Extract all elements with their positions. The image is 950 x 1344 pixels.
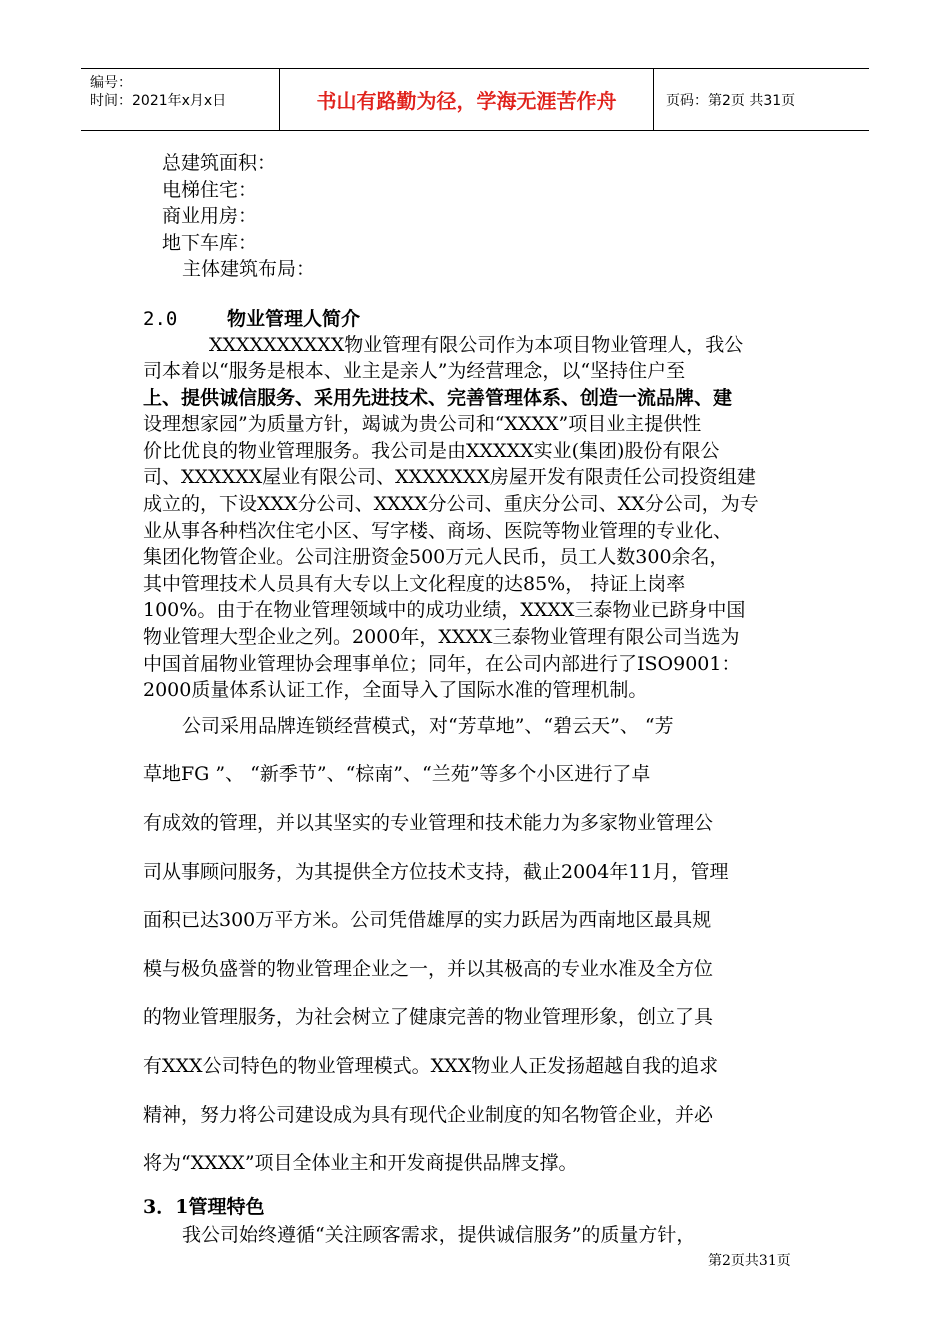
- p1-line-13: 中国首届物业管理协会理事单位；同年，在公司内部进行了ISO9001：: [143, 652, 741, 675]
- p2-line-2: 草地FG ”、 “新季节”、“棕南”、“兰苑”等多个小区进行了卓: [143, 763, 651, 786]
- p2-line-10: 将为“XXXX”项目全体业主和开发商提供品牌支撑。: [143, 1152, 578, 1175]
- header-left-cell: [81, 69, 280, 130]
- p1-line-14: 2000质量体系认证工作，全面导入了国际水准的管理机制。: [143, 679, 648, 702]
- p1-line-12: 物业管理大型企业之列。2000年，XXXX三泰物业管理有限公司当选为: [143, 626, 740, 649]
- header-page-number: 页码：第2页 共31页: [666, 92, 796, 109]
- document-number-label: 编号：: [90, 75, 132, 91]
- p1-line-5: 价比优良的物业管理服务。我公司是由XXXXX实业(集团)股份有限公: [143, 439, 720, 462]
- p1-line-8: 业从事各种档次住宅小区、写字楼、商场、医院等物业管理的专业化、: [143, 519, 733, 542]
- p1-line-1: XXXXXXXXXX物业管理有限公司作为本项目物业管理人，我公: [209, 333, 744, 356]
- p2-line-3: 有成效的管理，并以其坚实的专业管理和技术能力为多家物业管理公: [143, 812, 714, 834]
- p1-line-3: 上、提供诚信服务、采用先进技术、完善管理体系、创造一流品牌、建: [143, 386, 733, 409]
- document-body: [143, 150, 811, 1250]
- garage-label: 地下车库：: [162, 231, 258, 254]
- section-2-paragraph-1: [143, 332, 811, 704]
- document-time: 时间：2021年x月x日: [90, 93, 227, 109]
- p1-line-2: 司本着以“服务是根本、业主是亲人”为经营理念，以“坚持住户至: [143, 360, 686, 383]
- p2-line-7: 的物业管理服务，为社会树立了健康完善的物业管理形象，创立了具: [143, 1006, 714, 1029]
- p1-line-10: 其中管理技术人员具有大专以上文化程度的达85%， 持证上岗率: [143, 572, 686, 595]
- page-header: [81, 68, 869, 131]
- section-3-1-heading: 3．1管理特色: [143, 1195, 265, 1218]
- section-3-1-paragraph: 我公司始终遵循“关注顾客需求，提供诚信服务”的质量方针，: [182, 1223, 696, 1246]
- section-2-paragraph-2: [143, 702, 811, 1188]
- p1-line-9: 集团化物管企业。公司注册资金500万元人民币，员工人数300余名，: [143, 546, 729, 569]
- elevator-residence-label: 电梯住宅：: [162, 178, 258, 201]
- p1-line-6: 司、XXXXXX屋业有限公司、XXXXXXX房屋开发有限责任公司投资组建: [143, 466, 756, 489]
- section-2-heading: [143, 306, 811, 332]
- p2-line-9: 精神，努力将公司建设成为具有现代企业制度的知名物管企业，并必: [143, 1103, 714, 1126]
- commercial-label: 商业用房：: [162, 205, 258, 227]
- p1-line-7: 成立的，下设XXX分公司、XXXX分公司、重庆分公司、XX分公司，为专: [143, 493, 759, 516]
- p2-line-8: 有XXX公司特色的物业管理模式。XXX物业人正发扬超越自我的追求: [143, 1054, 719, 1077]
- p2-line-5: 面积已达300万平方米。公司凭借雄厚的实力跃居为西南地区最具规: [143, 909, 712, 932]
- building-area-list: [143, 150, 811, 283]
- total-area-label: 总建筑面积：: [162, 152, 277, 174]
- p1-line-11: 100%。由于在物业管理领域中的成功业绩，XXXX三泰物业已跻身中国: [143, 599, 746, 622]
- p2-line-6: 模与极负盛誉的物业管理企业之一，并以其极高的专业水准及全方位: [143, 957, 714, 980]
- section-2-title: 物业管理人简介: [227, 307, 361, 330]
- p2-line-1: 公司采用品牌连锁经营模式，对“芳草地”、“碧云天”、 “芳: [182, 714, 674, 737]
- building-layout-label: 主体建筑布局：: [182, 258, 316, 280]
- p2-line-4: 司从事顾问服务，为其提供全方位技术支持，截止2004年11月，管理: [143, 860, 729, 883]
- page-footer: 第2页共31页: [708, 1253, 791, 1269]
- header-motto: 书山有路勤为径，学海无涯苦作舟: [280, 69, 654, 130]
- section-2-number: 2.0: [143, 307, 178, 330]
- p1-line-4: 设理想家园”为质量方针，竭诚为贵公司和“XXXX”项目业主提供性: [143, 413, 702, 436]
